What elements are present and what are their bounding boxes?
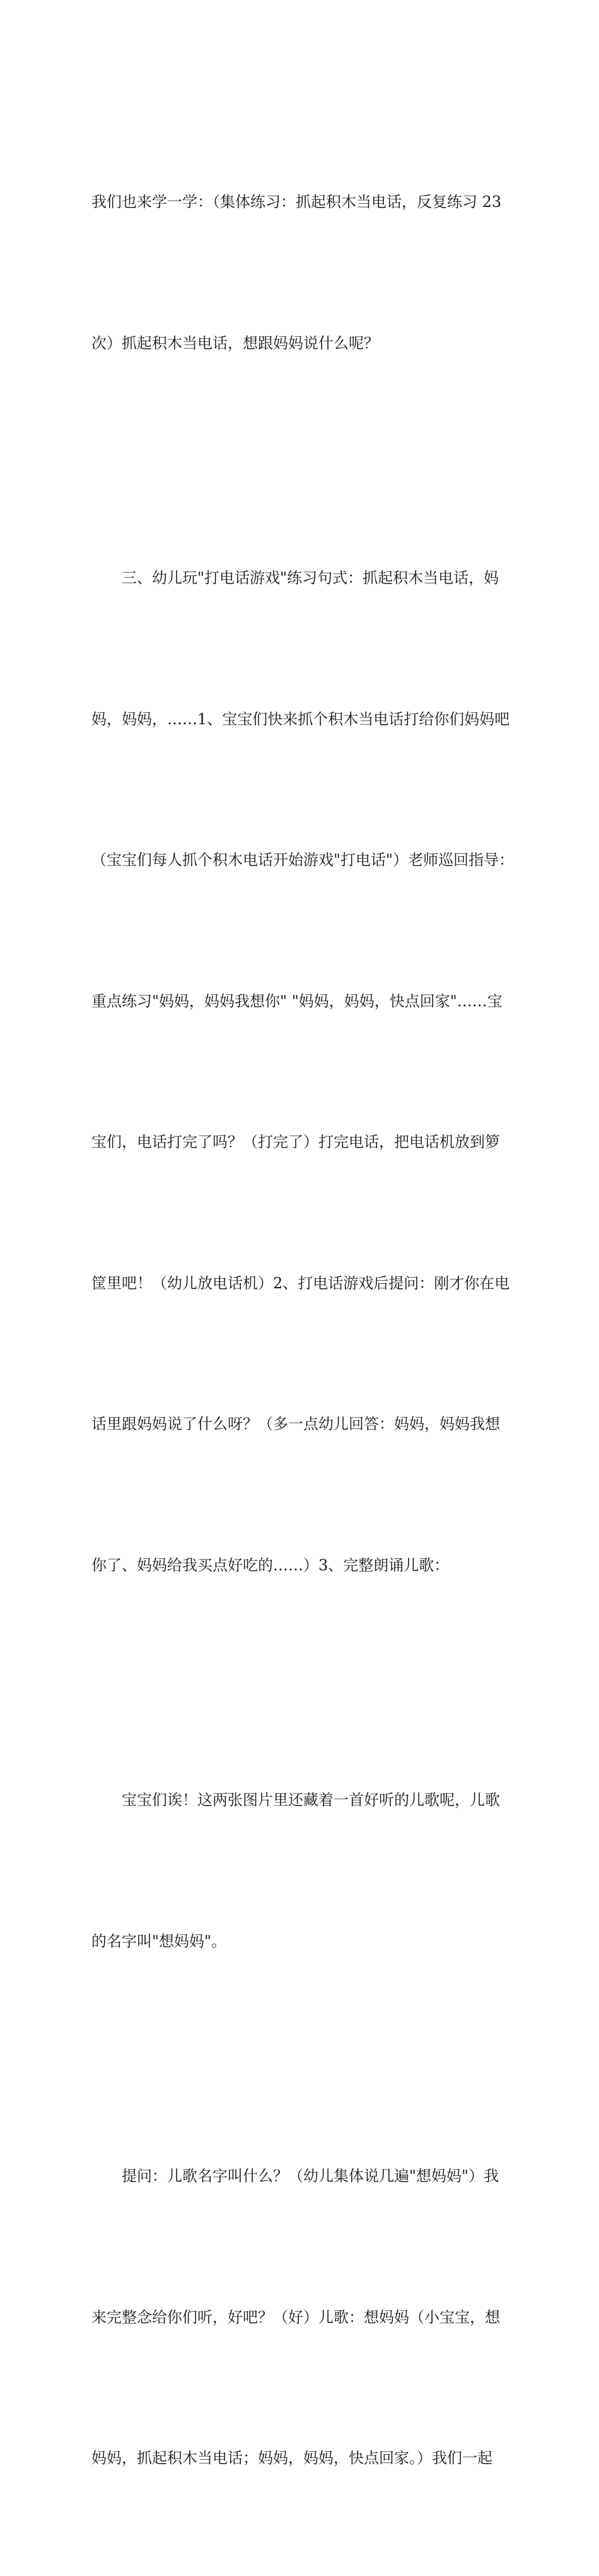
text-line: 妈妈，抓起积木当电话；妈妈，妈妈，快点回家。）我们一起 bbox=[91, 2449, 492, 2467]
paragraph-1 bbox=[91, 85, 511, 461]
body-text bbox=[91, 85, 515, 2576]
text-line: 你了、妈妈给我买点好吃的……）3、完整朗诵儿歌： bbox=[91, 1556, 450, 1574]
text-line: 三、幼儿玩"打电话游戏"练习句式：抓起积木当电话，妈 bbox=[122, 569, 499, 587]
text-line: 宝们，电话打完了吗？（打完了）打完电话，把电话机放到箩 bbox=[91, 1133, 500, 1151]
text-line: 话里跟妈妈说了什么呀？（多一点幼儿回答：妈妈，妈妈我想 bbox=[91, 1415, 500, 1433]
text-line: （宝宝们每人抓个积木电话开始游戏"打电话"）老师巡回指导： bbox=[91, 851, 515, 869]
text-line: 次）抓起积木当电话，想跟妈妈说什么呢？ bbox=[91, 334, 379, 352]
paragraph-4 bbox=[91, 2059, 511, 2576]
text-line: 重点练习"妈妈，妈妈我想你" "妈妈，妈妈，快点回家"……宝 bbox=[91, 992, 503, 1010]
text-line: 来完整念给你们听，好吧？（好）儿歌：想妈妈（小宝宝，想 bbox=[91, 2308, 500, 2326]
text-line: 妈，妈妈，……1、宝宝们快来抓个积木当电话打给你们妈妈吧 bbox=[91, 710, 510, 728]
paragraph-2 bbox=[91, 461, 515, 1683]
text-line: 筐里吧！（幼儿放电话机）2、打电话游戏后提问：刚才你在电 bbox=[91, 1274, 510, 1292]
text-line: 宝宝们诶！这两张图片里还藏着一首好听的儿歌呢，儿歌 bbox=[122, 1791, 500, 1809]
text-line: 我们也来学一学：（集体练习：抓起积木当电话，反复练习 23 bbox=[91, 193, 502, 211]
text-line: 的名字叫"想妈妈"。 bbox=[91, 1932, 227, 1950]
text-line: 提问：儿歌名字叫什么？（幼儿集体说几遍"想妈妈"）我 bbox=[122, 2167, 499, 2185]
paragraph-3 bbox=[91, 1683, 511, 2059]
